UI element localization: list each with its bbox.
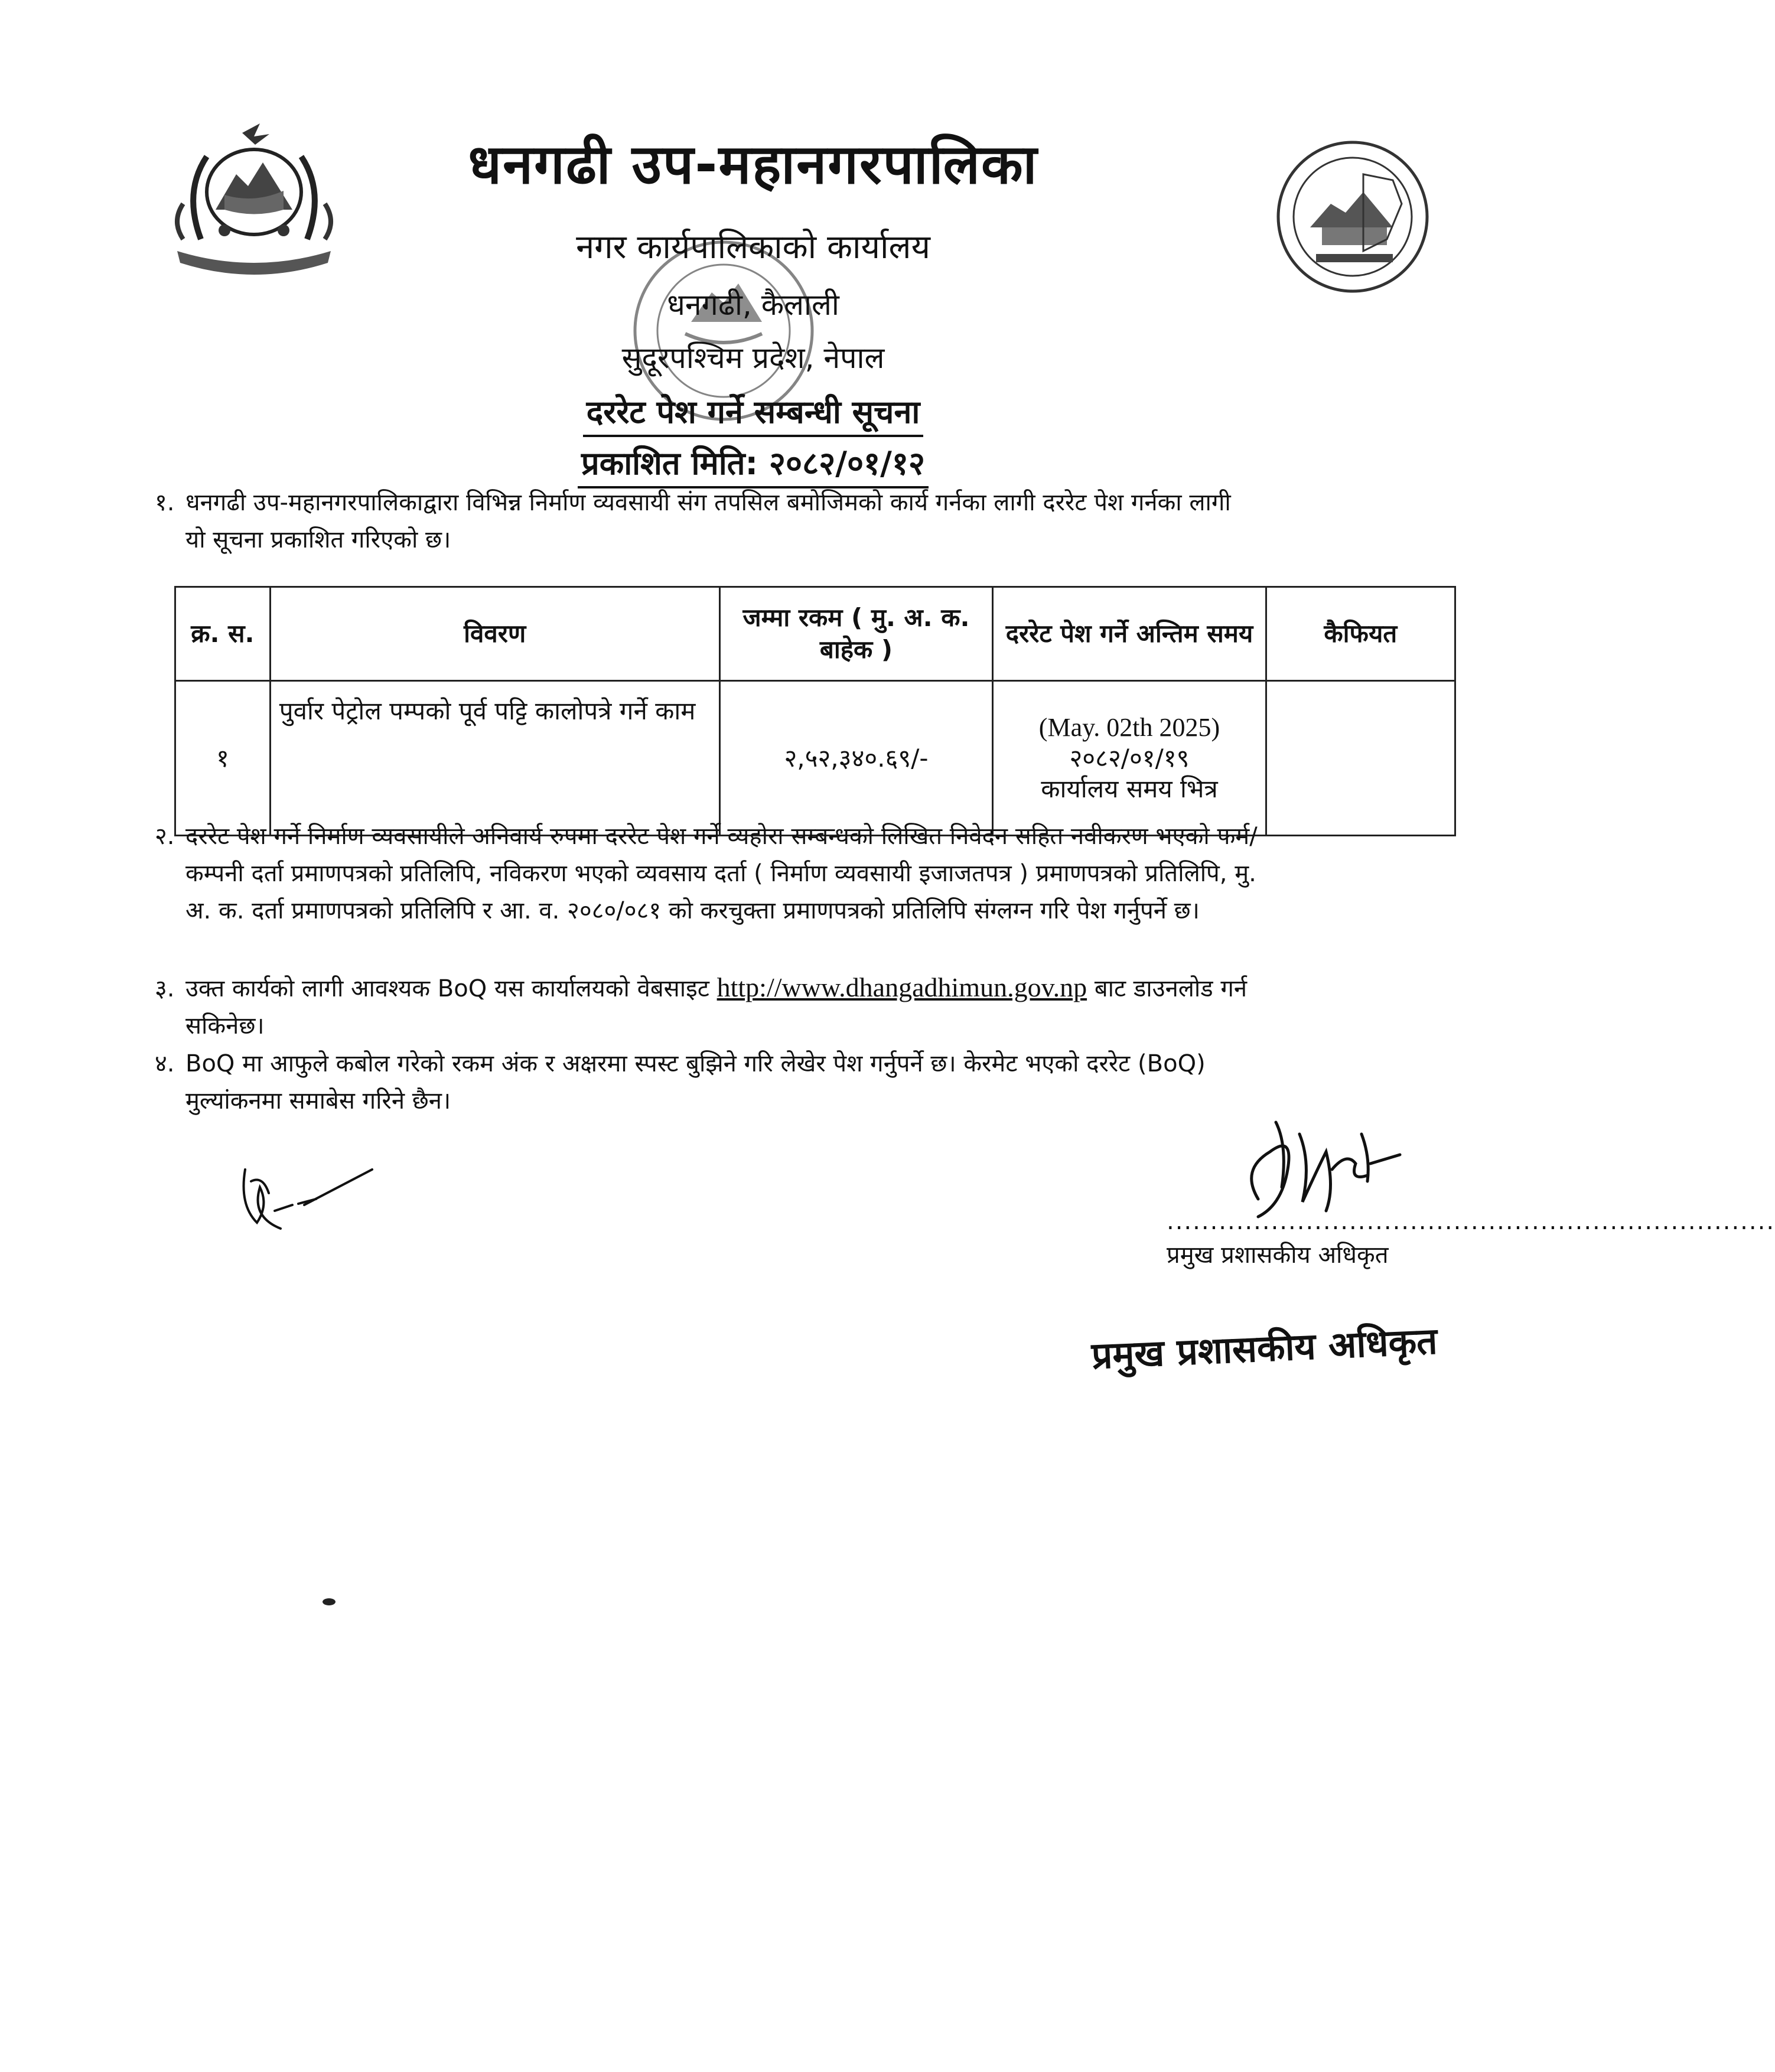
column-header-remarks: कैफियत [1266,587,1455,681]
paragraph-text: उक्त कार्यको लागी आवश्यक BoQ यस कार्यालयको वेबसाइट [185,975,709,1002]
office-name: नगर कार्यपालिकाको कार्यालय [576,228,930,266]
paragraph-number: ३. [155,975,175,1002]
column-header-amount: जम्मा रकम ( मु. अ. क. बाहेक ) [719,587,993,681]
website-link[interactable]: http://www.dhangadhimun.gov.np [716,972,1087,1002]
paragraph-line: BoQ मा आफुले कबोल गरेको रकम अंक र अक्षरमा स्पस्ट बुझिने गरि लेखेर पेश गर्नुपर्ने छ। केरमेट भएको दररेट (BoQ) [185,1050,1206,1077]
paragraph-line: धनगढी उप-महानगरपालिकाद्वारा विभिन्न निर्माण व्यवसायी संग तपसिल बमोजिमको कार्य गर्नका लागी दररेट पेश गर्नका लागी [185,489,1231,516]
column-header-deadline: दररेट पेश गर्ने अन्तिम समय [993,587,1266,681]
deadline-note: कार्यालय समय भित्र [1041,774,1218,803]
paragraph-line: सकिनेछ। [185,1012,265,1040]
deadline-english: (May. 02th 2025) [1038,712,1220,742]
cell-sn: १ [175,681,271,836]
cell-amount: २,५२,३४०.६९/- [719,681,993,836]
paragraph-line: दररेट पेश गर्ने निर्माण व्यवसायीले अनिवार्य रुपमा दररेट पेश गर्ने व्यहोरा सम्बन्धको लिखित निवेदन सहित नवीकरण भएको फर्म/ [185,823,1258,850]
notice-title: दररेट पेश गर्ने सम्बन्धी सूचना [583,389,924,437]
paragraph-number: ४. [155,1050,175,1077]
column-header-sn: क्र. स. [175,587,271,681]
paragraph-line: यो सूचना प्रकाशित गरिएको छ। [185,526,451,553]
paragraph-line: कम्पनी दर्ता प्रमाणपत्रको प्रतिलिपि, नविकरण भएको व्यवसाय दर्ता ( निर्माण व्यवसायी इजाजतपत्र ) प्रमाणपत्रको प्रतिलिपि, मु. [185,860,1256,887]
tender-table [174,586,1456,836]
published-date: प्रकाशित मिति: २०८२/०१/१२ [578,440,929,488]
column-header-description: विवरण [270,587,719,681]
signatory-title: प्रमुख प्रशासकीय अधिकृत [1167,1242,1389,1269]
table-row [175,681,1455,836]
cell-description: पुर्वार पेट्रोल पम्पको पूर्व पट्टि कालोपत्रे गर्ने काम [270,681,719,836]
paragraph-number: २. [155,823,175,850]
published-date-row [0,440,1506,488]
signatory-stamp: प्रमुख प्रशासकीय अधिकृत [1090,1319,1438,1377]
paragraph-3 [155,969,1441,1045]
table-header-row [175,587,1455,681]
paragraph-line: अ. क. दर्ता प्रमाणपत्रको प्रतिलिपि र आ. व. २०८०/०८१ को करचुक्ता प्रमाणपत्रको प्रतिलिपि संग्लग्न गरि पेश गर्नुपर्ने छ। [185,897,1200,924]
ink-mark-icon [321,1595,337,1607]
cell-deadline [993,681,1266,836]
municipality-title: धनगढी उप-महानगरपालिका [468,133,1038,196]
paragraph-number: १. [155,489,175,516]
left-signature-icon [233,1134,375,1240]
paragraph-2 [155,818,1441,930]
office-address-province: सुदूरपश्चिम प्रदेश, नेपाल [621,341,885,375]
paragraph-text: बाट डाउनलोड गर्न [1094,975,1248,1002]
paragraph-line: मुल्यांकनमा समाबेस गरिने छैन। [185,1087,451,1115]
notice-title-row [0,389,1506,437]
cell-remarks [1266,681,1455,836]
signature-line: ...................................................................... [1167,1208,1775,1235]
deadline-nepali: २०८२/०१/१९ [1069,743,1190,773]
paragraph-1 [155,484,1441,559]
office-address-city: धनगढी, कैलाली [667,288,839,322]
